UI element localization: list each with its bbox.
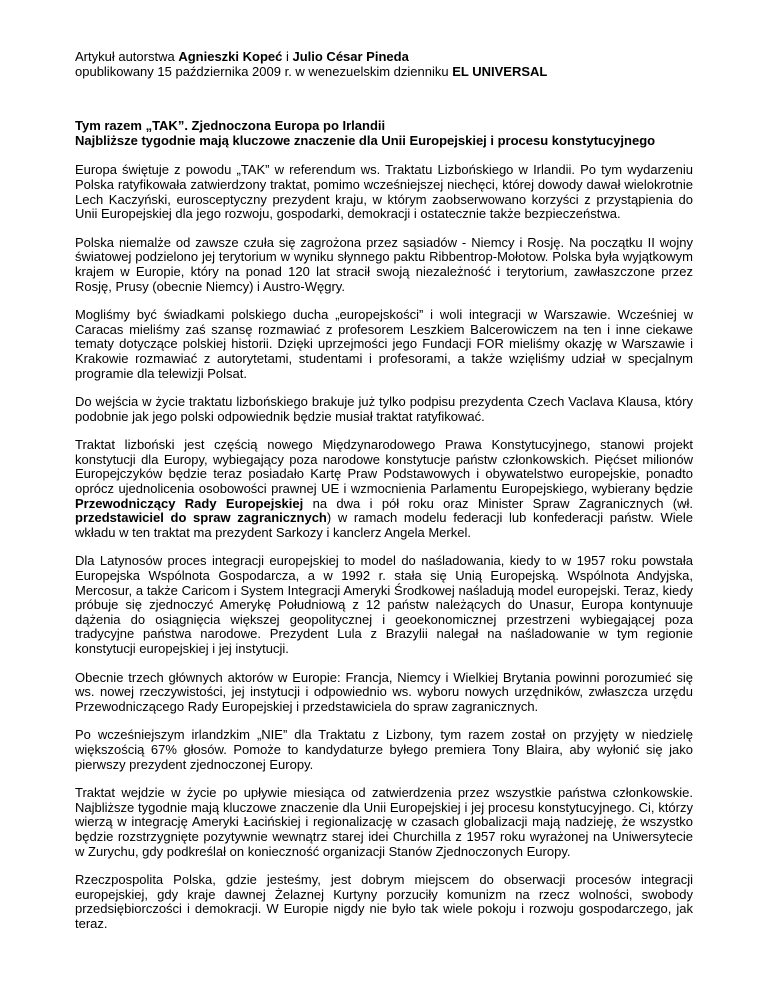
text-run-bold: EL UNIVERSAL xyxy=(452,63,548,79)
article-paragraph-9 xyxy=(75,786,693,859)
article-paragraph-10 xyxy=(75,873,693,931)
text-run: Artykuł autorstwa xyxy=(75,49,179,64)
text-run: Do wejścia w życie traktatu lizbońskiego brakuje już tylko podpisu prezydenta Czech Vaclava Klausa, który podobnie jak jego polski odpowiednik będzie musiał traktat ratyfikować. xyxy=(75,394,693,424)
text-run-bold: Przewodniczący Rady Europejskiej xyxy=(75,495,304,511)
text-run: ) w ramach modelu federacji lub konfederacji państw. Wiele wkładu w ten traktat ma prezydent Sarkozy i kanclerz Angela Merkel. xyxy=(75,510,693,540)
article-byline xyxy=(75,50,693,79)
byline-authors xyxy=(75,50,693,65)
text-run: na dwa i pół roku oraz Minister Spraw Zagranicznych (wł. xyxy=(303,495,693,511)
text-run: Po wcześniejszym irlandzkim „NIE” dla Traktatu z Lizbony, tym razem został on przyjęty w niedzielę większością 67% głosów. Pomoże to kandydaturze byłego premiera Tony Blaira, aby wyłonić się jako pierwszy prezydent zjednoczonej Europy. xyxy=(75,727,693,772)
article-paragraph-6 xyxy=(75,554,693,656)
text-run: Dla Latynosów proces integracji europejskiej to model do naśladowania, kiedy to w 1957 roku powstała Europejska Wspólnota Gospodarcza, a w 1992 r. stała się Unią Europejską. Wspólnota Andyjska, Mercosur, a także Caricom i System Integracji Ameryki Środkowej naśladują model europejski. Teraz, kiedy próbuje się zjednoczyć Amerykę Południową z 12 państw należących do Unasur, Europa kontynuuje dążenia do osiągnięcia większej geopolitycznej i geoekonomicznej przestrzeni wybiegającej poza tradycyjne państwa narodowe. Prezydent Lula z Brazylii nalegał na naśladowanie w tym regionie konstytucji europejskiej i jej instytucji. xyxy=(75,553,693,656)
article-title xyxy=(75,119,693,148)
text-run-bold: Agnieszki Kopeć xyxy=(178,49,283,64)
article-paragraph-5 xyxy=(75,438,693,540)
article-paragraph-4 xyxy=(75,395,693,424)
article-title-line1: Tym razem „TAK”. Zjednoczona Europa po Irlandii xyxy=(75,118,386,134)
article-paragraph-3 xyxy=(75,308,693,381)
article-paragraph-8 xyxy=(75,728,693,772)
byline-publication xyxy=(75,65,693,80)
text-run: Mogliśmy być świadkami polskiego ducha „europejskości” i woli integracji w Warszawie. Wcześniej w Caracas mieliśmy zaś szansę rozmawiać z profesorem Leszkiem Balcerowiczem na ten i inne ciekawe tematy dotyczące polskiej historii. Dzięki uprzejmości jego Fundacji FOR mieliśmy okazję w Warszawie i Krakowie rozmawiać z autorytetami, studentami i profesorami, a także wzięliśmy udział w specjalnym programie dla telewizji Polsat. xyxy=(75,307,693,381)
article-paragraph-7 xyxy=(75,671,693,715)
article-title-line2: Najbliższe tygodnie mają kluczowe znaczenie dla Unii Europejskiej i procesu konstytucyjnego xyxy=(75,132,656,148)
text-run: opublikowany 15 października 2009 r. w wenezuelskim dzienniku xyxy=(75,63,453,79)
text-run: Rzeczpospolita Polska, gdzie jesteśmy, jest dobrym miejscem do obserwacji procesów integracji europejskiej, gdy kraje dawnej Żelaznej Kurtyny porzuciły komunizm na rzecz wolności, swobody przedsiębiorczości i demokracji. W Europie nigdy nie było tak wiele pokoju i rozwoju gospodarczego, jak teraz. xyxy=(75,872,693,931)
text-run: i xyxy=(282,49,293,64)
text-run: Traktat lizboński jest częścią nowego Międzynarodowego Prawa Konstytucyjnego, stanowi projekt konstytucji dla Europy, wybiegający poza narodowe konstytucje państw członkowskich. Pięćset milionów Europejczyków będzie teraz posiadało Kartę Praw Podstawowych i obywatelstwo europejskie, ponadto oprócz ujednolicenia osobowości prawnej UE i wzmocnienia Parlamentu Europejskiego, wybierany będzie xyxy=(75,437,693,497)
article-body xyxy=(75,163,693,931)
article-paragraph-2 xyxy=(75,236,693,294)
text-run: Polska niemalże od zawsze czuła się zagrożona przez sąsiadów - Niemcy i Rosję. Na początku II wojny światowej podzielono jej terytorium w wyniku słynnego paktu Ribbentrop-Mołotow. Polska była wyjątkowym krajem w Europie, który na ponad 120 lat stracił swoją niezależność i terytorium, zawłaszczone przez Rosję, Prusy (obecnie Niemcy) i Austro-Węgry. xyxy=(75,234,693,294)
text-run: Europa świętuje z powodu „TAK” w referendum ws. Traktatu Lizbońskiego w Irlandii. Po tym wydarzeniu Polska ratyfikowała zatwierdzony traktat, pomimo wcześniejszej niechęci, której dowody dawał wielokrotnie Lech Kaczyński, eurosceptyczny prezydent kraju, w którym zaobserwowano korzyści z przystąpienia do Unii Europejskiej dla jego rozwoju, gospodarki, demokracji i ostatecznie także bezpieczeństwa. xyxy=(75,162,693,222)
article-paragraph-1 xyxy=(75,163,693,221)
text-run-bold: Julio César Pineda xyxy=(292,49,409,64)
text-run: Obecnie trzech głównych aktorów w Europie: Francja, Niemcy i Wielkiej Brytania powinni porozumieć się ws. nowej rzeczywistości, jej instytucji i odpowiednio ws. wyboru nowych urzędników, zwłaszcza urzędu Przewodniczącego Rady Europejskiej i przedstawiciela do spraw zagranicznych. xyxy=(75,669,693,714)
text-run: Traktat wejdzie w życie po upływie miesiąca od zatwierdzenia przez wszystkie państwa członkowskie. Najbliższe tygodnie mają kluczowe znaczenie dla Unii Europejskiej i jej procesu konstytucyjnego. Ci, którzy wierzą w integrację Ameryki Łacińskiej i regionalizację w czasach globalizacji mają nadzieję, że wszystko będzie rozstrzygnięte pozytywnie wewnątrz starej idei Churchilla z 1957 roku wyrażonej na Uniwersytecie w Zurychu, gdy podkreślał on konieczność organizacji Stanów Zjednoczonych Europy. xyxy=(75,785,693,859)
text-run-bold: przedstawiciel do spraw zagranicznych xyxy=(75,510,327,526)
